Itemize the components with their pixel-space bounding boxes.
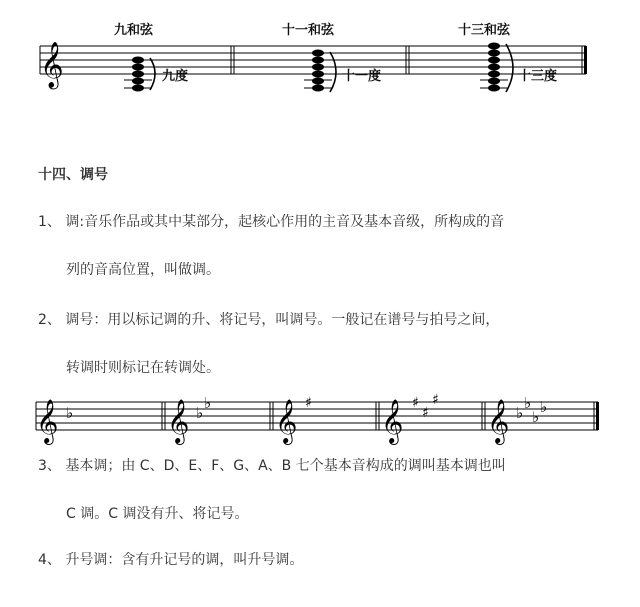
ninth-chord-title: 九和弦	[114, 23, 154, 38]
thirteenth-interval-label: 十三度	[518, 69, 558, 84]
eleventh-interval-label: 十一度	[342, 69, 382, 84]
treble-clef-icon: 𝄞	[275, 399, 298, 443]
treble-clef-icon: 𝄞	[167, 399, 190, 443]
sharp-icon: ♯	[422, 405, 429, 421]
ninth-interval-label: 九度	[162, 69, 189, 84]
sharp-icon: ♯	[305, 395, 312, 411]
item-1-line-2: 列的音高位置，叫做调。	[66, 262, 220, 278]
flat-icon: ♭	[524, 394, 532, 412]
eleventh-chord-notes	[304, 50, 336, 93]
item-4-line-1: 4、 升号调：含有升记号的调，叫升号调。	[38, 552, 304, 568]
item-1-line-1: 1、 调:音乐作品或其中某部分，起核心作用的主音及基本音级，所构成的音	[38, 214, 505, 230]
flat-icon: ♭	[66, 404, 74, 422]
thirteenth-chord-title: 十三和弦	[458, 23, 511, 38]
treble-clef-icon: 𝄞	[36, 399, 59, 443]
chord-staff	[0, 0, 640, 100]
sharp-icon: ♯	[412, 395, 419, 411]
flat-icon: ♭	[532, 408, 540, 426]
sharp-icon: ♯	[432, 392, 439, 408]
treble-clef-icon: 𝄞	[381, 399, 404, 443]
item-3-line-1: 3、 基本调；由 C、D、E、F、G、A、B 七个基本音构成的调叫基本调也叫	[38, 458, 506, 474]
item-2-line-2: 转调时则标记在转调处。	[66, 360, 220, 376]
treble-clef-icon: 𝄞	[40, 42, 64, 88]
flat-icon: ♭	[540, 398, 548, 416]
item-2-line-1: 2、 调号：用以标记调的升、将记号，叫调号。一般记在谱号与拍号之间，	[38, 312, 500, 328]
treble-clef-icon: 𝄞	[487, 399, 510, 443]
section-heading: 十四、调号	[38, 167, 108, 183]
key-signature-staff	[0, 392, 640, 448]
eleventh-chord-title: 十一和弦	[282, 23, 335, 38]
flat-icon: ♭	[516, 404, 524, 422]
flat-icon: ♭	[196, 404, 204, 422]
item-3-line-2: C 调。C 调没有升、将记号。	[66, 506, 249, 522]
flat-icon: ♭	[204, 394, 212, 412]
